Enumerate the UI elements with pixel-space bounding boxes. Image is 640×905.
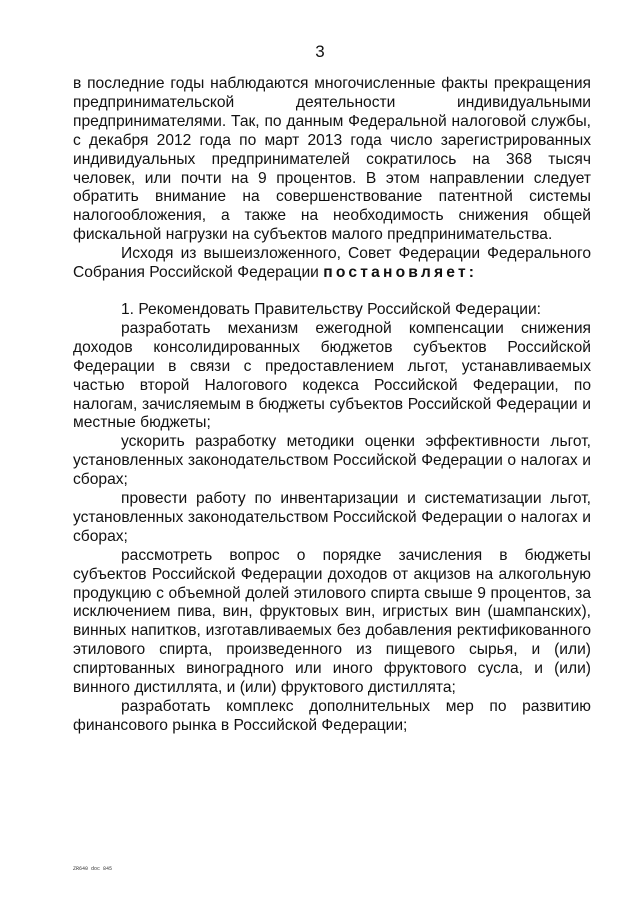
preamble-text: Исходя из вышеизложенного, Совет Федерации Федерального Собрания Российской Федерации [73,245,591,282]
document-body [73,75,591,736]
paragraph-excise-allocation: рассмотреть вопрос о порядке зачисления в бюджеты субъектов Российской Федерации доходов от акцизов на алкогольную продукцию с объемной долей этилового спирта свыше 9 процентов, за исключением пива, вин, фруктовых вин, игристых вин (шампанских), винных напитков, изготавливаемых без добавления ректификованного этилового спирта, произведенного из пищевого сырья, и (или) спиртованных виноградного или иного фруктового сусла, и (или) винного дистиллята, и (или) фруктового дистиллята; [73,546,591,697]
page-number: 3 [315,42,325,61]
paragraph-financial-market: разработать комплекс дополнительных мер по развитию финансового рынка в Российской Федерации; [73,698,591,734]
spacer [73,283,591,301]
paragraph-compensation-mechanism: разработать механизм ежегодной компенсации снижения доходов консолидированных бюджетов субъектов Российской Федерации в связи с предоставлением льгот, устанавливаемых частью второй Налогового кодекса Российской Федерации, по налогам, зачисляемым в бюджеты субъектов Российской Федерации и местные бюджеты; [73,319,591,432]
paragraph-preamble [73,245,591,283]
resolves-word: постановляет: [323,264,478,282]
paragraph-item-1-heading: 1. Рекомендовать Правительству Российской Федерации: [121,300,542,318]
paragraph-inventory-of-benefits: провести работу по инвентаризации и систематизации льгот, установленных законодательством Российской Федерации о налогах и сборах; [73,490,591,545]
paragraph-efficiency-methodology: ускорить разработку методики оценки эффективности льгот, установленных законодательством Российской Федерации о налогах и сборах; [73,433,591,489]
paragraph-fns-statistics: в последние годы наблюдаются многочисленные факты прекращения предпринимательской деятельности индивидуальными предпринимателями. Так, по данным Федеральной налоговой службы, с декабря 2012 года по март 2013 года число зарегистрированных индивидуальных предпринимателей сократилось на 368 тысяч человек, или почти на 9 процентов. В этом направлении следует обратить внимание на совершенствование патентной системы налогообложения, а также на необходимость снижения общей фискальной нагрузки на субъектов малого предпринимательства. [73,75,591,244]
footer-document-code: ZR640 doc 845 [73,866,113,872]
